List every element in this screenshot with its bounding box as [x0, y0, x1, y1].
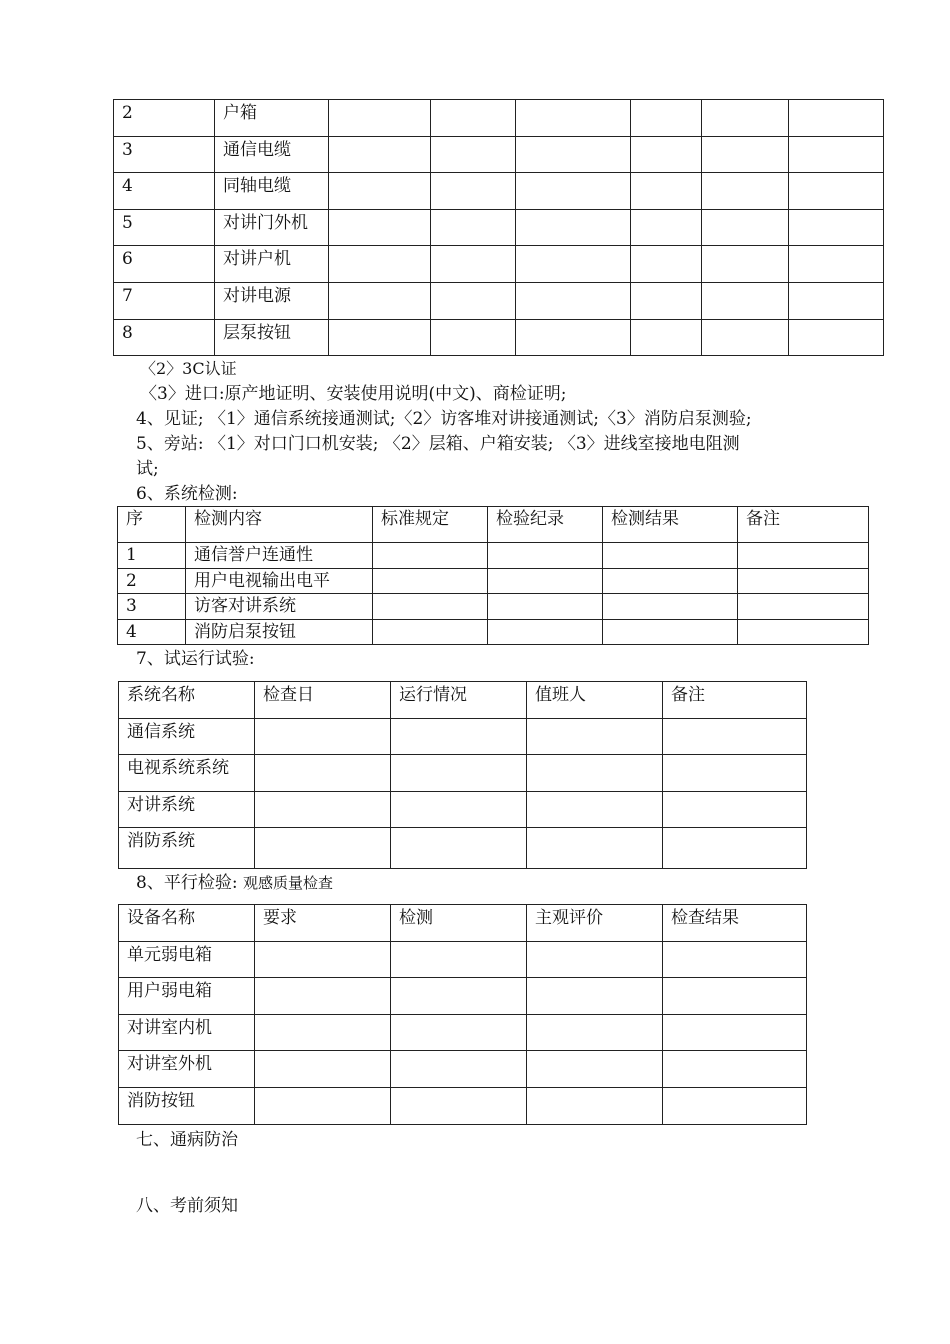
col-header: 检查日	[255, 682, 391, 719]
section-eight-heading: 八、考前须知	[136, 1196, 238, 1216]
witness-note: 4、见证; 〈1〉通信系统接通测试;〈2〉访客堆对讲接通测试;〈3〉消防启泵测验;	[136, 409, 752, 429]
table-header-row	[119, 905, 807, 942]
table-row	[114, 173, 884, 210]
table-row	[114, 136, 884, 173]
table-row	[118, 543, 869, 569]
test-item: 用户电视输出电平	[186, 568, 373, 594]
table-row	[119, 828, 807, 869]
materials-table	[113, 99, 884, 356]
system-name: 通信系统	[119, 718, 255, 755]
col-header: 设备名称	[119, 905, 255, 942]
table-row	[114, 246, 884, 283]
table-row	[119, 1051, 807, 1088]
row-number: 5	[114, 209, 215, 246]
parallel-inspection-table	[118, 904, 807, 1125]
item-name: 户箱	[215, 100, 329, 137]
col-header: 运行情况	[391, 682, 527, 719]
cert-note: 〈2〉3C认证	[140, 359, 237, 378]
table-row	[118, 594, 869, 620]
table-row	[119, 791, 807, 828]
row-number: 1	[118, 543, 186, 569]
col-header: 检查结果	[663, 905, 807, 942]
row-number: 6	[114, 246, 215, 283]
col-header: 值班人	[527, 682, 663, 719]
system-test-heading: 6、系统检测:	[136, 484, 238, 504]
item-name: 对讲门外机	[215, 209, 329, 246]
device-name: 对讲室内机	[119, 1014, 255, 1051]
device-name: 用户弱电箱	[119, 978, 255, 1015]
row-number: 4	[114, 173, 215, 210]
item-name: 对讲户机	[215, 246, 329, 283]
table-row	[119, 1087, 807, 1124]
row-number: 7	[114, 282, 215, 319]
row-number: 8	[114, 319, 215, 356]
row-number: 3	[118, 594, 186, 620]
parallel-inspection-heading	[136, 872, 333, 894]
table-row	[119, 755, 807, 792]
section-seven-heading: 七、通病防治	[136, 1130, 238, 1150]
system-name: 对讲系统	[119, 791, 255, 828]
table-row	[114, 282, 884, 319]
col-header: 检测内容	[186, 507, 373, 543]
table-row	[119, 718, 807, 755]
col-header: 备注	[738, 507, 869, 543]
table-row	[114, 209, 884, 246]
col-header: 检测结果	[603, 507, 738, 543]
table-row	[119, 1014, 807, 1051]
system-test-table	[117, 506, 869, 645]
col-header: 备注	[663, 682, 807, 719]
table-header-row	[118, 507, 869, 543]
table-row	[114, 100, 884, 137]
table-row	[114, 319, 884, 356]
test-item: 访客对讲系统	[186, 594, 373, 620]
item-name: 对讲电源	[215, 282, 329, 319]
col-header: 序	[118, 507, 186, 543]
side-station-note: 5、旁站: 〈1〉对口门口机安装; 〈2〉层箱、户箱安装; 〈3〉进线室接地电阻测	[136, 434, 740, 454]
table-row	[119, 941, 807, 978]
col-header: 检验纪录	[488, 507, 603, 543]
table-row	[118, 619, 869, 645]
col-header: 主观评价	[527, 905, 663, 942]
row-number: 2	[118, 568, 186, 594]
col-header: 系统名称	[119, 682, 255, 719]
table-header-row	[119, 682, 807, 719]
device-name: 对讲室外机	[119, 1051, 255, 1088]
device-name: 消防按钮	[119, 1087, 255, 1124]
test-item: 通信誉户连通性	[186, 543, 373, 569]
row-number: 2	[114, 100, 215, 137]
device-name: 单元弱电箱	[119, 941, 255, 978]
item-name: 层泵按钮	[215, 319, 329, 356]
row-number: 3	[114, 136, 215, 173]
col-header: 标准规定	[373, 507, 488, 543]
trial-run-table	[118, 681, 807, 869]
table-row	[119, 978, 807, 1015]
parallel-inspection-label: 8、平行检验:	[136, 873, 243, 893]
col-header: 检测	[391, 905, 527, 942]
parallel-inspection-subject: 观感质量检查	[242, 874, 333, 892]
item-name: 同轴电缆	[215, 173, 329, 210]
row-number: 4	[118, 619, 186, 645]
item-name: 通信电缆	[215, 136, 329, 173]
system-name: 电视系统系统	[119, 755, 255, 792]
import-note: 〈3〉进口:原产地证明、安装使用说明(中文)、商检证明;	[140, 384, 567, 404]
side-station-note-cont: 试;	[136, 459, 159, 479]
table-row	[118, 568, 869, 594]
trial-run-heading: 7、试运行试验:	[136, 649, 255, 669]
col-header: 要求	[255, 905, 391, 942]
system-name: 消防系统	[119, 828, 255, 869]
test-item: 消防启泵按钮	[186, 619, 373, 645]
